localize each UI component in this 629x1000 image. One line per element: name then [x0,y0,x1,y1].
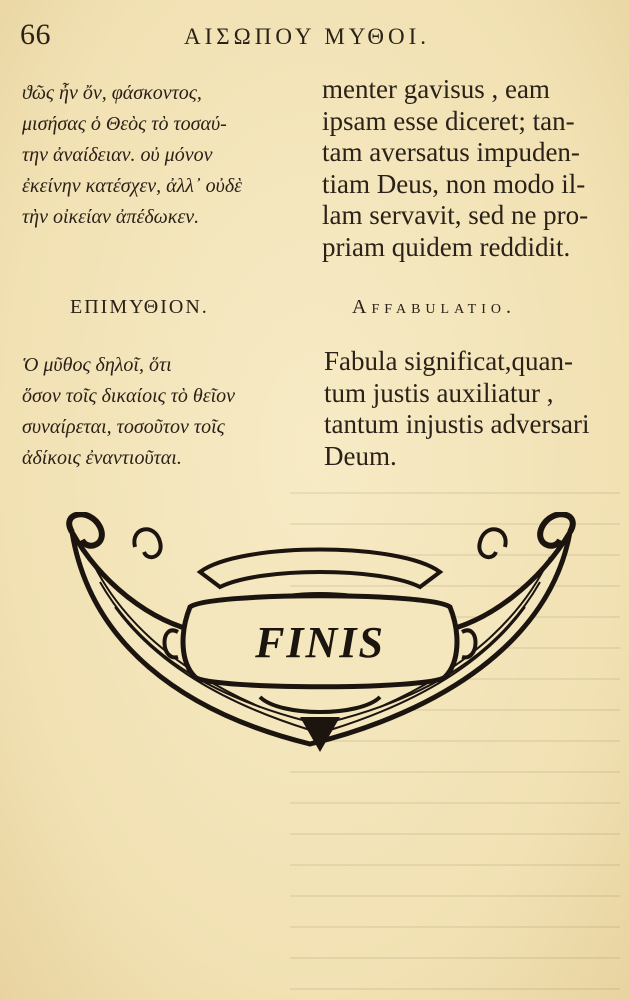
greek-moral-line: συναίρεται, τοσοῦτον τοῖς [22,416,225,438]
latin-moral-heading: Affabulatio. [352,296,516,318]
latin-line: ipsam esse diceret; tan- [322,105,575,136]
latin-line: tiam Deus, non modo il- [322,168,586,199]
latin-line: lam servavit, sed ne pro- [322,200,589,231]
latin-line: menter gavisus , eam [322,74,550,104]
greek-line: ϑῶς ἦν ὄν, φάσκοντος, [22,82,202,104]
latin-line: priam quidem reddidit. [322,231,571,262]
greek-moral-text [22,350,306,474]
greek-line: τὴν οἰκείαν ἀπέδωκεν. [22,206,200,228]
latin-moral-line: Deum. [324,440,397,471]
latin-fable-text [322,74,614,264]
greek-moral-line: ἀδίκοις ἐναντιοῦται. [22,447,182,469]
latin-moral-line: tum justis auxiliatur , [324,377,554,408]
greek-line: την ἀναίδειαν. οὐ μόνον [22,144,213,166]
finis-ornament [60,512,580,762]
greek-moral-heading: ΕΠΙΜΥΘΙΟΝ. [70,296,209,318]
greek-line: ἐκείνην κατέσχεν, ἀλλ᾽ οὐδὲ [22,175,242,197]
greek-moral-line: ὅσον τοῖς δικαίοις τὸ θεῖον [22,385,236,407]
greek-moral-line: Ὁ μῦθος δηλοῖ, ὅτι [22,354,172,376]
latin-moral-text [324,346,616,472]
latin-moral-line: Fabula significat,quan- [324,346,573,376]
greek-line: μισήσας ὁ Θεὸς τὸ τοσαύ- [22,113,227,135]
running-head: ΑΙΣΩΠΟΥ ΜΥΘΟΙ. [184,24,430,49]
finis-label: FINIS [255,618,385,667]
greek-fable-text [22,78,306,233]
page-number: 66 [20,18,51,51]
latin-line: tam aversatus impuden- [322,137,580,168]
latin-moral-line: tantum injustis adversari [324,409,590,440]
